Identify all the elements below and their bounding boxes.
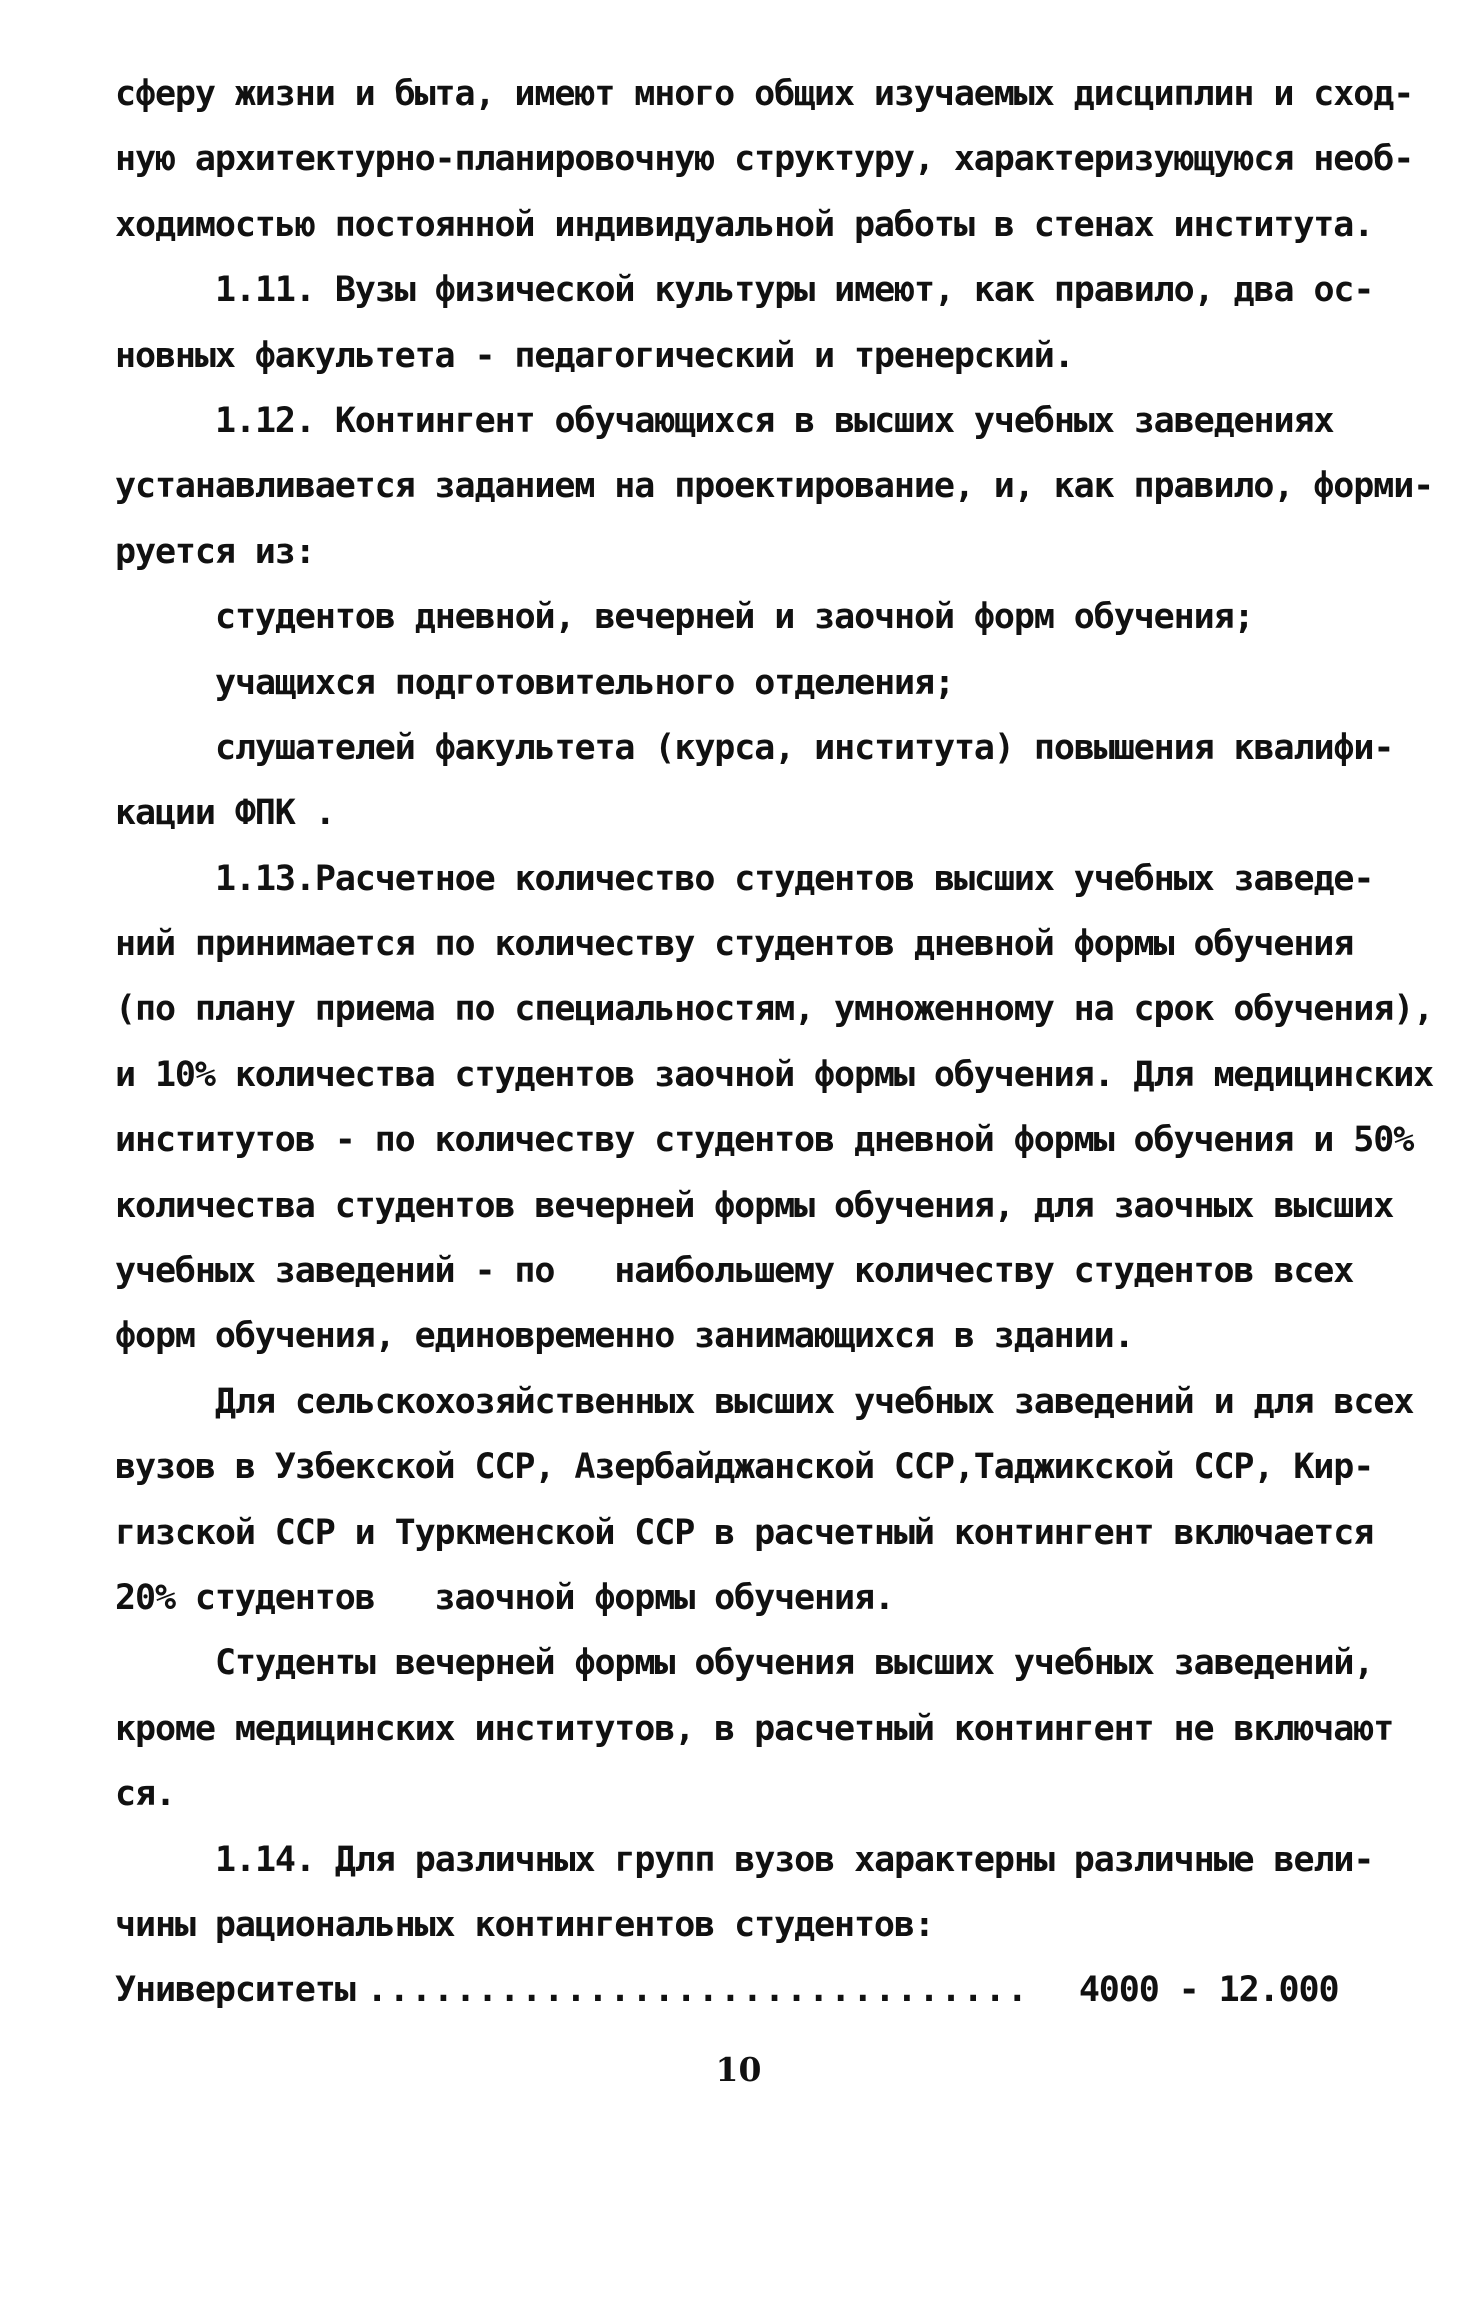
text-line: сферу жизни и быта, имеют много общих изучаемых дисциплин и сход- (115, 74, 1414, 114)
list-item: учащихся подготовительного отделения; (215, 662, 954, 703)
text-line: чины рациональных контингентов студентов: (115, 1904, 934, 1945)
text-line: кации ФПК . (115, 793, 335, 834)
text-line: кроме медицинских институтов, в расчетный контингент не включают (115, 1708, 1394, 1749)
text-line: гизской ССР и Туркменской ССР в расчетный контингент включается (115, 1512, 1374, 1553)
paragraph-1-12-start: 1.12. Контингент обучающихся в высших учебных заведениях (215, 400, 1334, 441)
list-item: слушателей факультета (курса, института) повышения квалифи- (215, 727, 1394, 768)
text-line: новных факультета - педагогический и тренерский. (115, 335, 1074, 376)
text-line: устанавливается заданием на проектирование, и, как правило, форми- (115, 466, 1434, 507)
toc-entry-label: Университеты (115, 1970, 355, 2011)
body-text (115, 62, 1434, 2024)
text-line: форм обучения, единовременно занимающихся в здании. (115, 1316, 1134, 1357)
toc-entry-value: 4000 - 12.000 (1078, 1970, 1339, 2011)
text-line: руется из: (115, 531, 315, 572)
paragraph-1-13-start: 1.13.Расчетное количество студентов высших учебных заведе- (215, 858, 1374, 899)
text-line: 20% студентов заочной формы обучения. (115, 1577, 894, 1618)
text-line: и 10% количества студентов заочной формы обучения. Для медицинских (115, 1054, 1434, 1095)
text-line: ходимостью постоянной индивидуальной работы в стенах института. (115, 204, 1374, 245)
paragraph-1-14-start: 1.14. Для различных групп вузов характерны различные вели- (215, 1839, 1374, 1880)
text-line: вузов в Узбекской ССР, Азербайджанской ССР,Таджикской ССР, Кир- (115, 1447, 1374, 1488)
text-line: ся. (115, 1774, 175, 1815)
paragraph-start: Студенты вечерней формы обучения высших учебных заведений, (215, 1643, 1374, 1684)
text-line: ную архитектурно-планировочную структуру, характеризующуюся необ- (115, 139, 1414, 180)
page-number: 10 (715, 2050, 762, 2089)
paragraph-1-11-start: 1.11. Вузы физической культуры имеют, как правило, два ос- (215, 270, 1374, 311)
toc-entry-universities (115, 1958, 1415, 2023)
text-line: учебных заведений - по наибольшему количеству студентов всех (115, 1251, 1354, 1292)
text-line: (по плану приема по специальностям, умноженному на срок обучения), (115, 989, 1434, 1030)
text-line: количества студентов вечерней формы обучения, для заочных высших (115, 1185, 1394, 1226)
list-item: студентов дневной, вечерней и заочной форм обучения; (215, 597, 1254, 638)
text-line: институтов - по количеству студентов дневной формы обучения и 50% (115, 1120, 1414, 1161)
toc-entry-leader-dots: .............................. (366, 1970, 1029, 2011)
text-line: ний принимается по количеству студентов дневной формы обучения (115, 924, 1354, 965)
paragraph-start: Для сельскохозяйственных высших учебных заведений и для всех (215, 1381, 1414, 1422)
